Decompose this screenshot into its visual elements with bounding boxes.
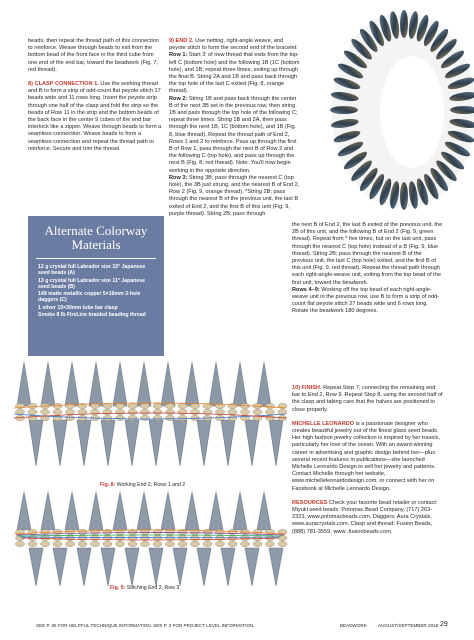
seed-bead <box>178 415 187 420</box>
dagger-bead <box>77 548 91 586</box>
seed-bead <box>91 529 100 534</box>
seed-bead <box>66 541 75 546</box>
sidebar-title: Alternate Colorway Materials <box>44 223 148 252</box>
footer-note: SEE P. 85 FOR HELPFUL TECHNIQUE INFORMATION. SEE P. 3 FOR PROJECT LEVEL INFORMATION. <box>36 623 255 628</box>
seed-bead <box>141 403 150 408</box>
seed-bead <box>278 541 287 546</box>
dagger-bead <box>149 420 163 466</box>
dagger-bead <box>185 492 199 530</box>
step8-paragraph <box>28 81 164 153</box>
figure-9-caption-text: Stitching End 2, Row 3 <box>126 585 180 591</box>
dagger-bead <box>41 492 55 530</box>
dagger-bead <box>89 492 103 530</box>
material-item: 1 silver 10×30mm tube bar clasp <box>38 304 118 311</box>
seed-bead <box>216 541 225 546</box>
figure-9-label: Fig. 9: <box>110 585 126 591</box>
material-item: 12 g crystal full Labrador size 15° Japanese seed beads (A) <box>38 264 146 277</box>
figure-8-caption <box>100 482 185 488</box>
dagger-bead <box>269 420 283 466</box>
seed-bead <box>28 529 37 534</box>
seed-bead <box>28 403 37 408</box>
dagger-bead <box>173 548 187 586</box>
seed-bead <box>241 541 250 546</box>
seed-bead <box>216 535 225 540</box>
dagger-bead <box>245 548 259 586</box>
seed-bead <box>103 415 112 420</box>
resources-paragraph <box>292 500 444 536</box>
rows4-9-body: Working off the top bead of each right-angle-weave unit in the previous row, use B to form a strip of odd-count flat peyote stitch 27 beads wide and 6 rows long. Rotate the beadwork 180 degrees. <box>292 286 440 315</box>
dagger-bead <box>113 492 127 530</box>
materials-sidebar <box>28 216 164 356</box>
seed-bead <box>128 415 137 420</box>
dagger-bead <box>161 492 175 530</box>
column-left <box>28 38 164 160</box>
seed-bead <box>266 409 275 414</box>
figure-9-caption <box>110 585 179 591</box>
seed-bead <box>228 535 237 540</box>
seed-bead <box>166 409 175 414</box>
footer-issue: AUGUST/SEPTEMBER 2018 <box>378 623 439 628</box>
row2-heading: Row 2: <box>169 95 188 102</box>
dagger-bead <box>137 492 151 530</box>
step9-paragraph <box>169 38 301 218</box>
seed-bead <box>128 541 137 546</box>
seed-bead <box>28 541 37 546</box>
dagger-bead <box>233 362 247 406</box>
seed-bead <box>66 409 75 414</box>
seed-bead <box>178 541 187 546</box>
seed-bead <box>266 529 275 534</box>
seed-bead <box>103 403 112 408</box>
column-middle <box>169 38 301 225</box>
seed-bead <box>166 403 175 408</box>
dagger-bead <box>197 548 211 586</box>
dagger-bead <box>400 10 408 38</box>
dagger-bead <box>221 420 235 466</box>
seed-bead <box>28 409 37 414</box>
dagger-bead <box>89 362 103 406</box>
dagger-bead <box>221 548 235 586</box>
seed-bead <box>266 415 275 420</box>
dagger-bead <box>101 548 115 586</box>
seed-bead <box>178 409 187 414</box>
dagger-bead <box>173 420 187 466</box>
figure-9-diagram <box>10 490 290 590</box>
dagger-bead <box>209 492 223 530</box>
dagger-bead <box>29 420 43 466</box>
thread-path <box>20 537 280 538</box>
resources-body: Check your favorite bead retailer or contact: Miyuki seed beads: Potomac Bead Company, (717) 263-2323, www.potomacbeads.com. Daggers: Aura Crystals, www.auracrystals.com. Clasp and thread: Fusion Beads, (888) 781-3559, www .fusionbeads.com. <box>292 499 438 535</box>
figure-8-caption-text: Working End 2, Rows 1 and 2 <box>116 482 186 488</box>
dagger-bead <box>17 492 31 530</box>
dagger-bead <box>101 420 115 466</box>
dagger-bead <box>17 362 31 406</box>
seed-bead <box>141 415 150 420</box>
material-item: 13 g crystal full Labrador size 11° Japanese seed beads (B) <box>38 277 146 290</box>
seed-bead <box>203 529 212 534</box>
resources-heading: RESOURCES <box>292 499 328 506</box>
dagger-bead <box>233 492 247 530</box>
dagger-bead <box>149 548 163 586</box>
seed-bead <box>41 541 50 546</box>
seed-bead <box>66 535 75 540</box>
seed-bead <box>53 409 62 414</box>
bracelet-photo <box>294 0 474 230</box>
seed-bead <box>153 409 162 414</box>
seed-bead <box>153 541 162 546</box>
seed-bead <box>128 403 137 408</box>
material-item: Smoke 8 lb FireLine braided beading thread <box>38 312 146 319</box>
seed-bead <box>166 541 175 546</box>
seed-bead <box>103 541 112 546</box>
dagger-bead <box>330 106 358 114</box>
seed-bead <box>253 409 262 414</box>
seed-bead <box>41 409 50 414</box>
seed-bead <box>166 415 175 420</box>
dagger-bead <box>269 548 283 586</box>
column-right-upper <box>292 222 444 323</box>
seed-bead <box>116 403 125 408</box>
dagger-bead <box>400 182 408 210</box>
row3-heading: Row 3: <box>169 174 188 181</box>
step10-heading: 10) FINISH. <box>292 385 322 391</box>
dagger-bead <box>125 548 139 586</box>
seed-bead <box>141 541 150 546</box>
row1-heading: Row 1: <box>169 52 188 59</box>
dagger-bead <box>257 492 271 530</box>
dagger-bead <box>65 492 79 530</box>
seed-bead <box>241 409 250 414</box>
dagger-bead <box>161 362 175 406</box>
dagger-bead <box>53 548 67 586</box>
seed-bead <box>228 403 237 408</box>
step9-body: Use netting, right-angle weave, and peyote stitch to form the second end of the bracelet: <box>169 38 298 52</box>
seed-bead <box>116 541 125 546</box>
seed-bead <box>116 415 125 420</box>
dagger-bead <box>53 420 67 466</box>
column-right-lower <box>292 385 444 543</box>
seed-bead <box>228 409 237 414</box>
dagger-bead <box>257 362 271 406</box>
seed-bead <box>153 415 162 420</box>
seed-bead <box>228 541 237 546</box>
dagger-bead <box>209 362 223 406</box>
seed-bead <box>53 403 62 408</box>
sidebar-divider <box>36 258 156 259</box>
bio-paragraph <box>292 421 444 493</box>
step10-body: Repeat Step 7, connecting the remaining end bar to End 2, Row 9. Repeat Step 8, using the second half of the clasp and taking care that the halves are positioned to close properly. <box>292 385 443 413</box>
dagger-bead <box>125 420 139 466</box>
intro-paragraph: beads, then repeat the thread path of this connection to reinforce. Weave through beads to exit from the bottom bead of the front face in the third cube from one end of the end bar, toward the beadwork (Fig. 7, red thread). <box>28 38 159 73</box>
dagger-bead <box>137 362 151 406</box>
continued-text: the next B of End 2, the last B exited of the previous unit, the 2B of this unit, and the following B of End 2 (Fig. 9, green thread). Repeat from * five times, but on the last unit, pass through the nearest C (top hole) instead of a B (Fig. 9, blue thread). String 2B; pass through the nearest B of the previous unit, the last C (top hole) exited, and the first B of this unit (Fig. 9, red thread). Repeat the thread path through each right-angle-weave unit, exiting from the top bead of the first unit, toward the beadwork. <box>292 222 443 286</box>
seed-bead <box>191 541 200 546</box>
dagger-bead <box>77 420 91 466</box>
seed-bead <box>66 529 75 534</box>
seed-bead <box>241 535 250 540</box>
materials-list <box>28 264 164 318</box>
seed-bead <box>266 541 275 546</box>
seed-bead <box>66 415 75 420</box>
row3-body: String 3B; pass through the nearest C (top hole), the 3B just strung, and the nearest B of End 2, Row 2 (Fig. 9, orange thread). *String 2B; pass through the nearest B of the previous unit, the last B exited of End 2, and the first B of this unit (Fig. 9, purple thread). String 2B; pass through <box>169 174 300 217</box>
dagger-bead <box>185 362 199 406</box>
dagger-bead <box>113 362 127 406</box>
seed-bead <box>153 403 162 408</box>
bio-body: is a passionate designer who creates beautiful jewelry out of the finest glass seed beads. Her high fashion jewelry collection is inspired by her travels, particularly her love of the ocean. With an award-winning career in advertising and graphic design behind her—plus several recent features in publications—she launched Michelle Leonardo Design to sell her jewelry and patterns. Contact Michelle through her website, www.michelleleonardodesign.com, or connect with her on Facebook at Michelle Leonardo Design. <box>292 420 440 492</box>
seed-bead <box>116 409 125 414</box>
rows4-9-heading: Rows 4–9: <box>292 286 320 293</box>
figure-8-diagram <box>10 358 290 470</box>
material-item: 149 matte metallic copper 5×16mm 2-hole daggers (C) <box>38 291 141 304</box>
seed-bead <box>91 541 100 546</box>
seed-bead <box>141 409 150 414</box>
seed-bead <box>78 541 87 546</box>
seed-bead <box>253 535 262 540</box>
seed-bead <box>53 535 62 540</box>
figure-8-label: Fig. 8: <box>100 482 116 488</box>
seed-bead <box>216 529 225 534</box>
seed-bead <box>128 409 137 414</box>
step8-heading: 8) CLASP CONNECTION 1. <box>28 81 99 88</box>
dagger-bead <box>245 420 259 466</box>
page-number: 29 <box>440 621 448 628</box>
seed-bead <box>178 403 187 408</box>
row2-body: String 1B and pass back through the center B of the next 3B set in the previous row, then string 1B and pass through the top hole of the following C; repeat three times. String 1B and 2A, then pass through the next 1B, 1C (bottom hole), and 1B (Fig. 8, blue thread). Repeat the thread path of End 2, Rows 1 and 2 to reinforce. Pass up through the first B of Row 1, pass through the next B of Row 2 and the following C (top hole), and pass up through the next B (Fig. 8, red thread). Note: You'll now begin working in the opposite direction. <box>169 95 298 174</box>
dagger-bead <box>197 420 211 466</box>
step8-body: Use the working thread and B to form a strip of odd-count flat peyote stitch 17 beads wide and 11 rows long. Insert the peyote strip through one half of the clasp and fold the strip so the beads of Row 11 in the strip and the bottom beads of the back face in the center 9 cubes of the end bar interlock like a zipper. Weave through beads to form a seamless connection. Weave beads to form a seamless connection and repeat the thread path to reinforce. Secure and trim the thread. <box>28 81 162 152</box>
seed-bead <box>16 541 25 546</box>
seed-bead <box>78 529 87 534</box>
row1-body: Start 3' of new thread that exits from the top-left C (bottom hole) and the following 1B (1C (bottom hole), and 1B; repeat three times, exiting up through the final B. String 2A and 1B and pass back through the top hole of the last C exited (Fig. 8, orange thread). <box>169 52 300 95</box>
seed-bead <box>253 541 262 546</box>
seed-bead <box>53 541 62 546</box>
step10-paragraph <box>292 385 444 414</box>
footer-magazine: BEADWORK <box>340 623 367 628</box>
seed-bead <box>191 403 200 408</box>
dagger-bead <box>65 362 79 406</box>
step9-heading: 9) END 2. <box>169 38 194 44</box>
continued-paragraph <box>292 222 444 316</box>
seed-bead <box>228 415 237 420</box>
dagger-bead <box>41 362 55 406</box>
seed-bead <box>66 403 75 408</box>
seed-bead <box>266 403 275 408</box>
seed-bead <box>41 535 50 540</box>
seed-bead <box>203 541 212 546</box>
dagger-bead <box>29 548 43 586</box>
bio-heading: MICHELLE LEONARDO <box>292 420 355 427</box>
